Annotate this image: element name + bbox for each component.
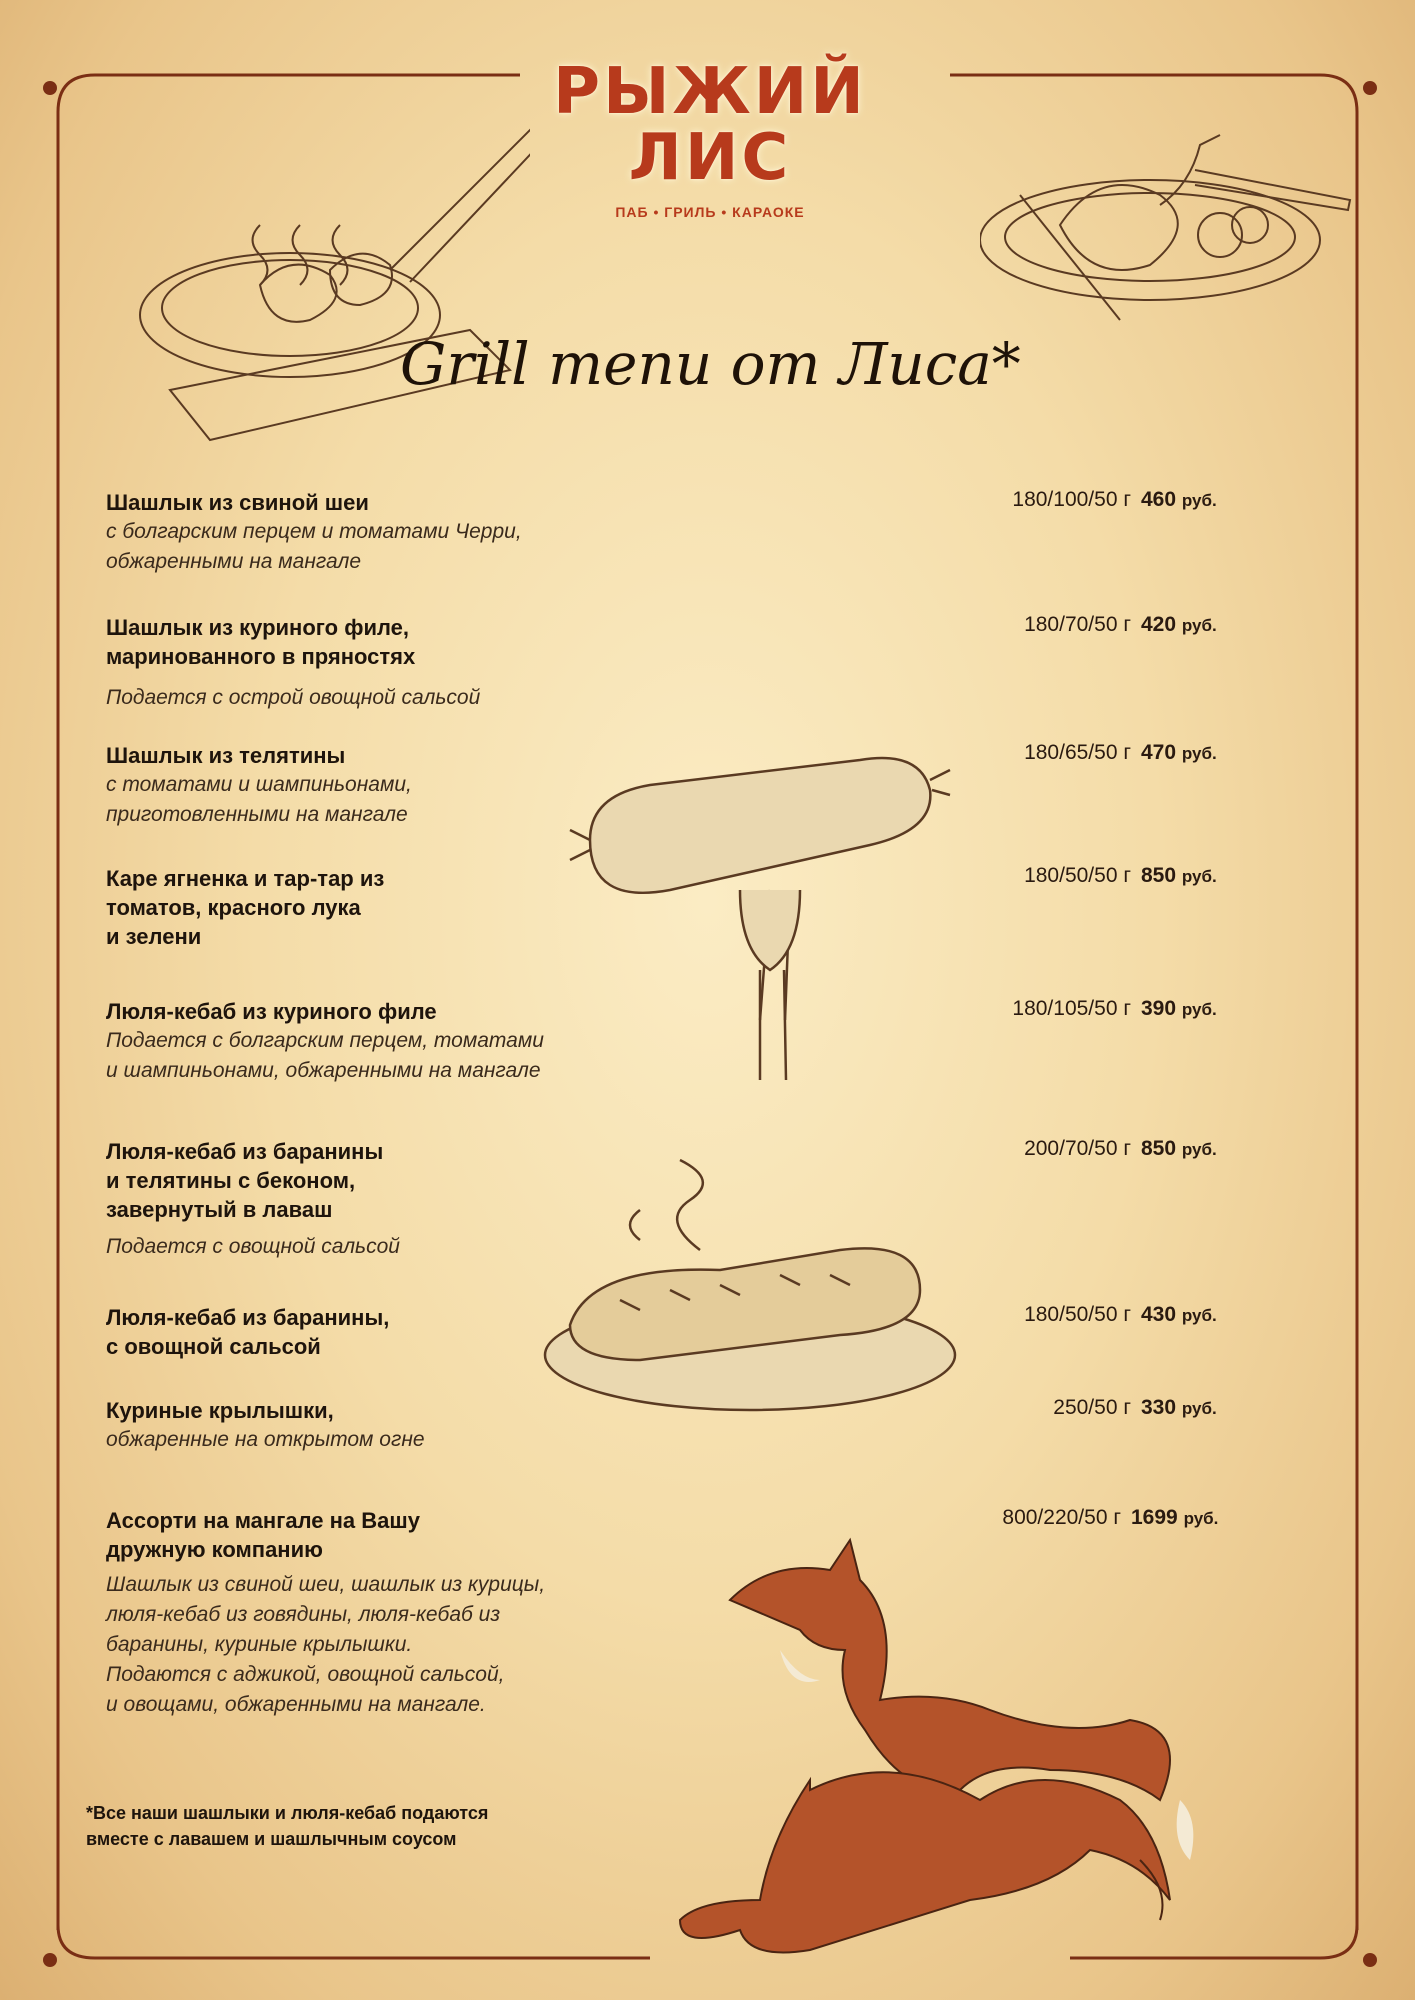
menu-item-weight: 180/100/50 г <box>1012 488 1131 511</box>
menu-item <box>106 488 1316 577</box>
menu-item-name: Ассорти на мангале на Вашу дружную компанию <box>106 1508 420 1562</box>
menu-item <box>106 613 1316 713</box>
menu-item-price <box>1141 997 1316 1021</box>
menu-item-name: Каре ягненка и тар-тар из томатов, красного лука и зелени <box>106 866 385 949</box>
price-currency: руб. <box>1183 1509 1219 1528</box>
menu-item-name: Люля-кебаб из куриного филе <box>106 999 437 1024</box>
menu-item-name: Шашлык из телятины <box>106 743 346 768</box>
menu-item <box>106 1137 1316 1262</box>
menu-item-price <box>1141 1396 1316 1420</box>
price-currency: руб. <box>1181 491 1217 510</box>
menu-item-price <box>1141 1303 1316 1327</box>
menu-item <box>106 997 1316 1086</box>
logo <box>540 55 880 220</box>
price-value: 850 <box>1141 1137 1177 1160</box>
price-value: 460 <box>1141 488 1177 511</box>
price-value: 470 <box>1141 741 1177 764</box>
menu-item-weight: 180/70/50 г <box>1024 613 1131 636</box>
price-currency: руб. <box>1181 744 1217 763</box>
menu-item-description: Подается с овощной сальсой <box>106 1235 400 1258</box>
logo-tagline: ПАБ • ГРИЛЬ • КАРАОКЕ <box>615 204 805 220</box>
price-value: 1699 <box>1131 1506 1178 1529</box>
menu-item-weight: 180/105/50 г <box>1012 997 1131 1020</box>
menu-item-name: Шашлык из свиной шеи <box>106 490 369 515</box>
menu-item-price <box>1141 1137 1316 1161</box>
price-currency: руб. <box>1181 1306 1217 1325</box>
menu-item <box>106 1396 1316 1455</box>
price-currency: руб. <box>1181 1000 1217 1019</box>
footnote: *Все наши шашлыки и люля-кебаб подаются вместе с лавашем и шашлычным соусом <box>86 1803 489 1849</box>
menu-item <box>106 1303 1316 1361</box>
menu-item-weight: 180/50/50 г <box>1024 864 1131 887</box>
logo-title-line1: РЫЖИЙ <box>553 55 867 129</box>
price-value: 430 <box>1141 1303 1177 1326</box>
menu-item-price <box>1131 1506 1316 1530</box>
menu-item <box>106 1506 1316 1720</box>
price-value: 390 <box>1141 997 1177 1020</box>
menu-item-price <box>1141 613 1316 637</box>
menu-item <box>106 741 1316 830</box>
menu-item <box>106 864 1316 951</box>
frying-pan-illustration <box>90 120 530 450</box>
menu-item-weight: 180/50/50 г <box>1024 1303 1131 1326</box>
menu-item-weight: 250/50 г <box>1053 1396 1131 1419</box>
menu-item-price <box>1141 741 1316 765</box>
menu-item-weight: 180/65/50 г <box>1024 741 1131 764</box>
menu-item-description: с томатами и шампиньонами, приготовленными на мангале <box>106 773 412 826</box>
menu-item-weight: 200/70/50 г <box>1024 1137 1131 1160</box>
menu-item-description: Шашлык из свиной шеи, шашлык из курицы, люля-кебаб из говядины, люля-кебаб из баранины, куриные крылышки. Подаются с аджикой, овощной сальсой, и овощами, обжаренными на мангале. <box>106 1573 546 1716</box>
menu-item-description: обжаренные на открытом огне <box>106 1428 425 1451</box>
menu-item-name: Шашлык из куриного филе, маринованного в пряностях <box>106 615 416 669</box>
menu-title: Grill menu от Лиса* <box>400 330 1021 398</box>
menu-item-weight: 800/220/50 г <box>1002 1506 1121 1529</box>
price-currency: руб. <box>1181 1399 1217 1418</box>
price-value: 330 <box>1141 1396 1177 1419</box>
price-value: 850 <box>1141 864 1177 887</box>
menu-item-description: Подается с острой овощной сальсой <box>106 686 481 709</box>
logo-title-line2: ЛИС <box>628 121 792 195</box>
menu-item-name: Куриные крылышки, <box>106 1398 334 1423</box>
menu-item-price <box>1141 488 1316 512</box>
price-currency: руб. <box>1181 616 1217 635</box>
menu-item-name: Люля-кебаб из баранины и телятины с беконом, завернутый в лаваш <box>106 1139 384 1222</box>
menu-item-price <box>1141 864 1316 888</box>
price-value: 420 <box>1141 613 1177 636</box>
price-currency: руб. <box>1181 1140 1217 1159</box>
chicken-plate-illustration <box>980 115 1360 345</box>
menu-item-name: Люля-кебаб из баранины, с овощной сальсой <box>106 1305 390 1359</box>
menu-item-description: Подается с болгарским перцем, томатами и шампиньонами, обжаренными на мангале <box>106 1029 544 1082</box>
menu-item-description: с болгарским перцем и томатами Черри, обжаренными на мангале <box>106 520 522 573</box>
price-currency: руб. <box>1181 867 1217 886</box>
